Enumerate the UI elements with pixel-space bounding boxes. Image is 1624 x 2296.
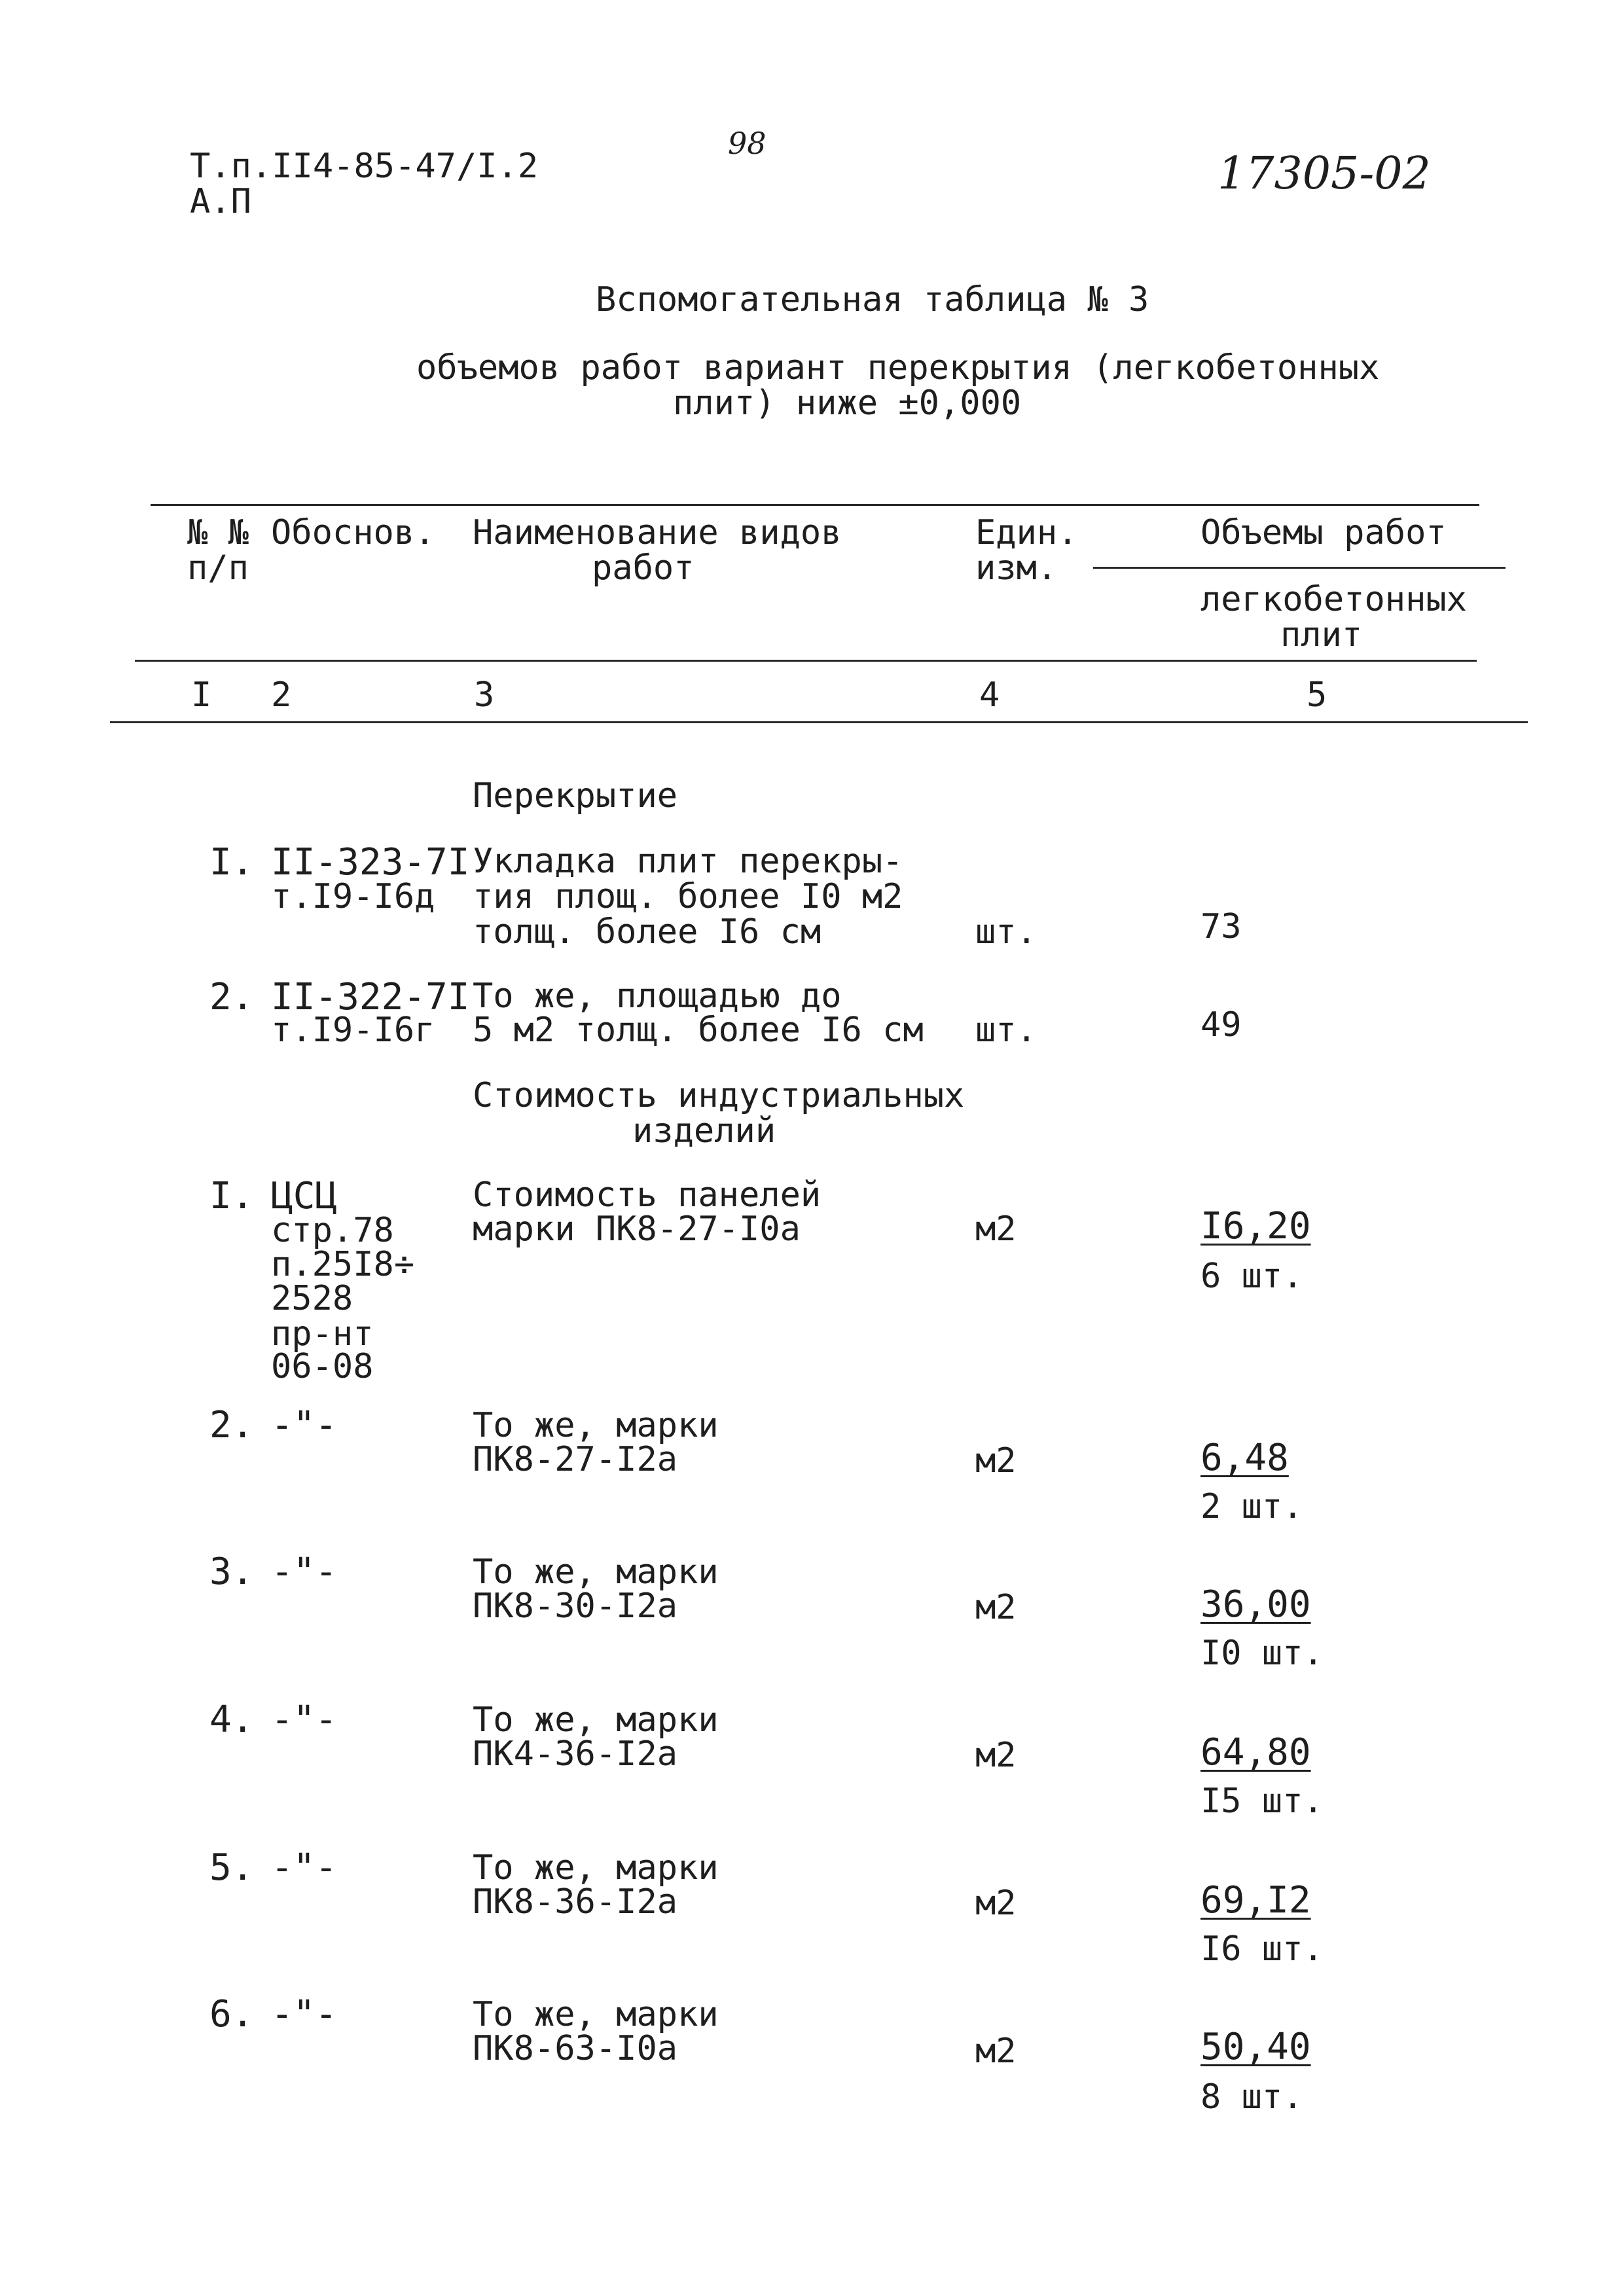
col-unit-header: Един. [975,513,1078,552]
row-name: То же, марки [473,1406,719,1445]
row-name: То же, марки [473,1700,719,1740]
row-unit: м2 [975,1210,1017,1249]
row-basis: пр-нт [271,1314,374,1354]
numbering-bottom-rule [110,721,1528,723]
col-number-header: № № [187,513,249,552]
row-basis: т.I9-I6д [271,877,435,916]
row-unit: м2 [975,1884,1017,1923]
row-basis: -"- [271,1846,338,1889]
col-num-1: I [191,675,212,715]
table-subtitle: объемов работ вариант перекрытия (легкобетонных [416,348,1380,387]
row-name: 5 м2 толщ. более I6 см [473,1011,924,1050]
table-subtitle-2: плит) ниже ±0,000 [673,384,1022,423]
row-name: То же, марки [473,1995,719,2034]
row-unit: м2 [975,1736,1017,1775]
table-title: Вспомогательная таблица № 3 [596,280,1149,319]
row-name: То же, марки [473,1552,719,1592]
col-num-4: 4 [979,675,1000,715]
row-name: Укладка плит перекры- [473,842,903,881]
row-quantity: 8 шт. [1200,2077,1303,2117]
col-volumes-subheader-2: плит [1280,615,1363,655]
section-heading: Перекрытие [473,776,678,816]
inventory-number: 17305-02 [1218,148,1431,200]
doc-code-sheet: А.П [190,182,251,221]
col-name-header: Наименование видов [473,513,842,552]
row-basis: 2528 [271,1279,353,1318]
row-unit: шт. [975,912,1037,952]
row-volume: 50,40 [1200,2026,1311,2068]
row-volume: 73 [1200,907,1242,946]
row-name: тия площ. более I0 м2 [473,877,903,916]
row-basis: II-322-7I [271,976,470,1018]
col-basis-header: Обоснов. [271,513,435,552]
row-number: I. [209,841,254,884]
row-basis: стр.78 [271,1211,394,1250]
row-volume: I6,20 [1200,1205,1311,1247]
section-heading-2: изделий [632,1111,776,1151]
col-num-3: 3 [474,675,495,715]
row-unit: м2 [975,2032,1017,2071]
row-number: 2. [209,1404,254,1446]
row-basis: т.I9-I6г [271,1011,435,1050]
row-volume: 69,I2 [1200,1879,1311,1922]
row-name: ПК8-36-I2а [473,1882,678,1922]
row-basis: 06-08 [271,1347,374,1386]
row-name: Стоимость панелей [473,1175,821,1215]
row-quantity: 6 шт. [1200,1257,1303,1296]
row-name: ПК8-30-I2а [473,1587,678,1626]
col-unit-header-2: изм. [975,548,1058,588]
col-number-header-2: п/п [187,548,249,588]
col-name-header-2: работ [592,548,695,588]
row-quantity: I0 шт. [1200,1634,1324,1673]
row-basis: -"- [271,1551,338,1593]
row-basis: п.25I8÷ [271,1245,415,1284]
row-quantity: I5 шт. [1200,1782,1324,1821]
col-volumes-header: Объемы работ [1200,513,1447,552]
row-volume: 36,00 [1200,1583,1311,1626]
row-volume: 49 [1200,1005,1242,1045]
row-number: 2. [209,976,254,1018]
row-name: То же, площадью до [473,977,842,1016]
row-quantity: I6 шт. [1200,1929,1324,1969]
header-top-rule [151,504,1479,506]
col-num-2: 2 [271,675,292,715]
row-name: ПК8-63-I0а [473,2029,678,2068]
row-number: 4. [209,1698,254,1741]
col-num-5: 5 [1307,675,1327,715]
row-number: 6. [209,1993,254,2036]
header-bottom-rule [135,660,1477,662]
row-basis: II-323-7I [271,841,470,884]
row-number: 5. [209,1846,254,1889]
row-volume: 64,80 [1200,1731,1311,1774]
row-name: марки ПК8-27-I0а [473,1210,801,1249]
row-basis: ЦСЦ [271,1175,338,1217]
volumes-header-rule [1093,567,1506,569]
row-name: То же, марки [473,1848,719,1888]
row-quantity: 2 шт. [1200,1487,1303,1526]
row-number: I. [209,1175,254,1217]
row-unit: м2 [975,1441,1017,1480]
row-name: толщ. более I6 см [473,912,821,952]
doc-code: Т.п.II4-85-47/I.2 [190,147,539,186]
row-basis: -"- [271,1698,338,1741]
row-unit: шт. [975,1011,1037,1050]
row-number: 3. [209,1551,254,1593]
col-volumes-subheader: легкобетонных [1200,580,1467,619]
section-heading: Стоимость индустриальных [473,1076,965,1115]
row-basis: -"- [271,1404,338,1446]
row-volume: 6,48 [1200,1437,1289,1479]
row-name: ПК4-36-I2а [473,1734,678,1774]
row-basis: -"- [271,1993,338,2036]
page-number: 98 [728,126,767,161]
row-name: ПК8-27-I2а [473,1440,678,1479]
row-unit: м2 [975,1588,1017,1627]
